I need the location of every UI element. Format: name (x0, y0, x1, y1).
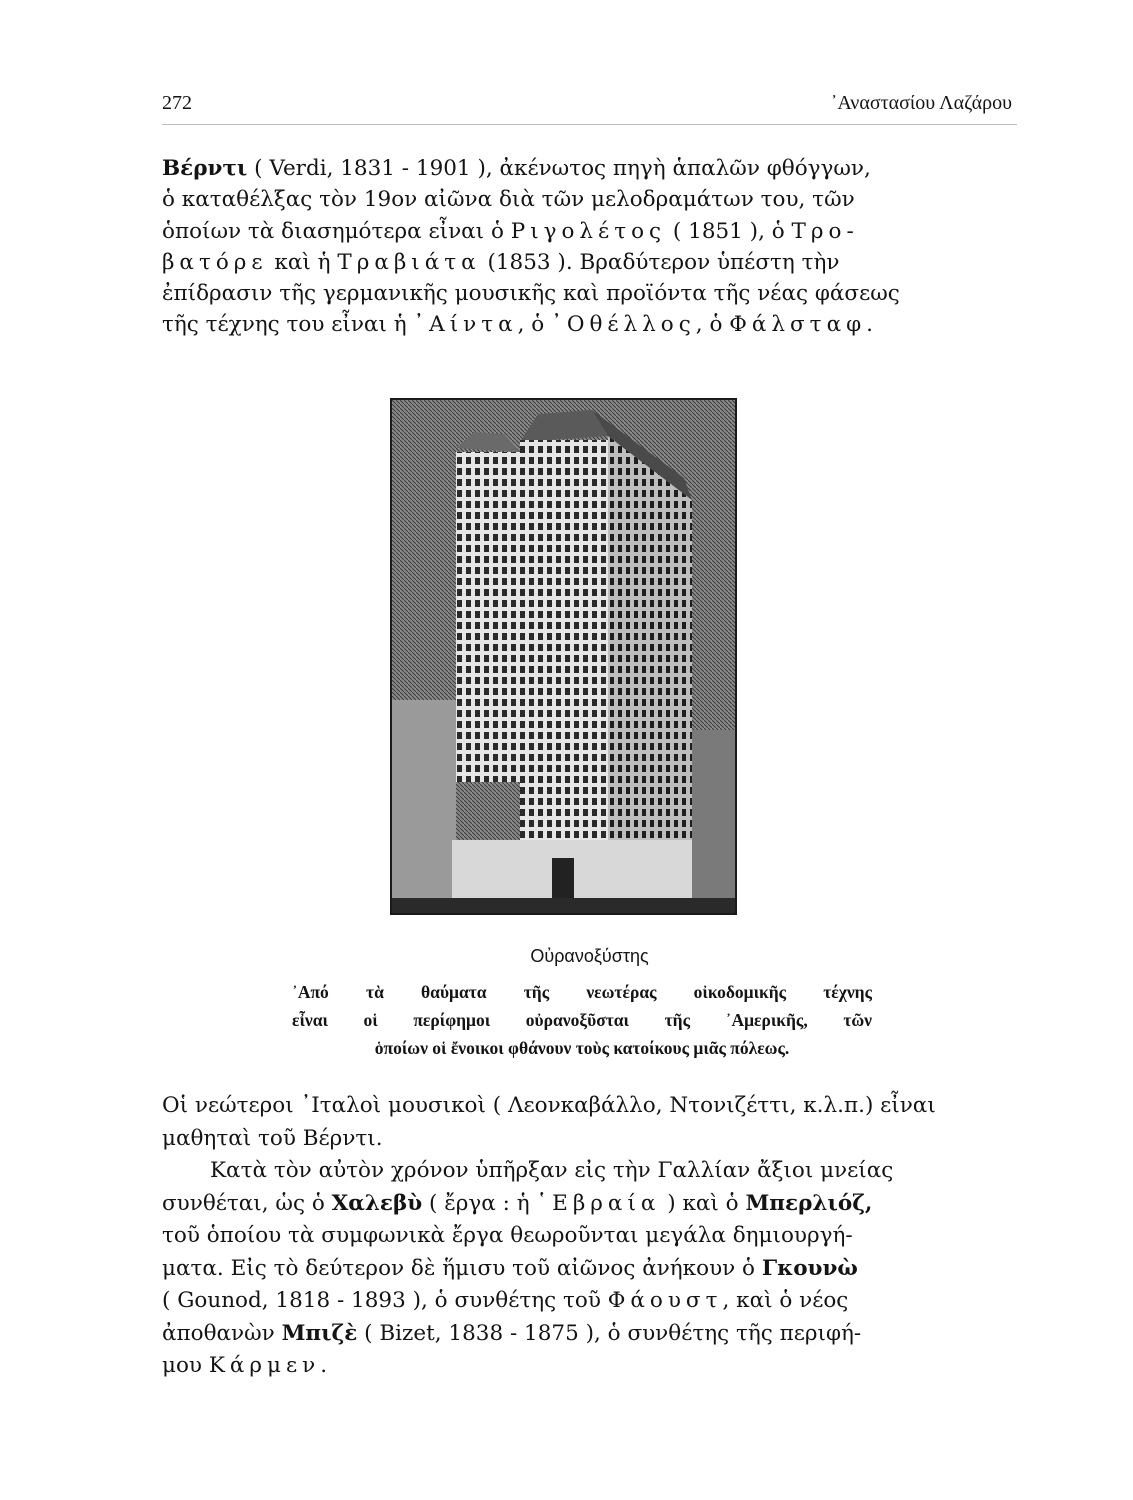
page-header (162, 92, 1012, 120)
text-line: βατόρε καὶ ἡ Τραβιάτα (1853 ). Βραδύτερον ὑπέστη τὴν (162, 249, 840, 275)
header-rule (162, 124, 1017, 125)
street (392, 898, 735, 913)
opera-title: Ριγολέτος (510, 218, 667, 244)
opera-title: Φάουστ (607, 1288, 723, 1313)
left-tower (456, 452, 520, 782)
skyscraper-illustration (392, 400, 735, 913)
text-line: ὁ καταθέλξας τὸν 19ον αἰῶνα διὰ τῶν μελοδραμάτων του, τῶν (162, 187, 855, 213)
paragraph-verdi (162, 153, 1020, 341)
entrance (552, 858, 574, 898)
text-line: ματα. Εἰς τὸ δεύτερον δὲ ἥμισυ τοῦ αἰῶνος ἀνήκουν ὁ Γκουνὼ (162, 1255, 858, 1281)
caption-line: ᾿Από τὰ θαύματα τῆς νεωτέρας οἰκοδομικῆς τέχνης (292, 982, 872, 1002)
term-berlioz: Μπερλιόζ, (745, 1190, 873, 1216)
text-line: τῆς τέχνης του εἶναι ἡ ᾿Αίντα, ὁ ᾿Οθέλλος, ὁ Φάλσταφ. (162, 312, 878, 338)
opera-title: ᾿Οθέλλος (551, 312, 696, 338)
opera-title: Τραβιάτα (337, 249, 481, 275)
text-line: Οἱ νεώτεροι ᾿Ιταλοὶ μουσικοὶ ( Λεονκαβάλλο, Ντονιζέττι, κ.λ.π.) εἶναι (162, 1093, 936, 1118)
opera-title: Κάρμεν. (208, 1353, 333, 1378)
text-line: ( Gounod, 1818 - 1893 ), ὁ συνθέτης τοῦ Φάουστ, καὶ ὁ νέος (162, 1288, 849, 1313)
left-building (392, 700, 456, 913)
text-line: μου Κάρμεν. (162, 1353, 333, 1378)
text-line: ἐπίδρασιν τῆς γερμανικῆς μουσικῆς καὶ προϊόντα τῆς νέας φάσεως (162, 281, 900, 307)
running-title: ᾿Αναστασίου Λαζάρου (830, 92, 1012, 114)
term-halevy: Χαλεβὺ (331, 1190, 423, 1216)
term-verdi: Βέρντι (162, 156, 248, 181)
opera-title: Φάλσταφ. (729, 312, 878, 338)
text-line: συνθέται, ὡς ὁ Χαλεβὺ ( ἔργα : ἡ ῾Εβραία ) καὶ ὁ Μπερλιόζ, (162, 1190, 873, 1216)
figure-caption (292, 978, 872, 1062)
paragraph-composers (162, 1090, 1020, 1383)
opera-title: βατόρε (162, 249, 268, 275)
page-number: 272 (162, 92, 192, 114)
caption-line: εἶναι οἱ περίφημοι οὐρανοξῦσται τῆς ᾿Αμερικῆς, τῶν (292, 1010, 872, 1030)
text-line: τοῦ ὁποίου τὰ συμφωνικὰ ἔργα θεωροῦνται μεγάλα δημιουργή- (162, 1223, 853, 1248)
main-tower-side (608, 436, 692, 880)
term-gounod: Γκουνὼ (761, 1255, 858, 1281)
opera-title: Τρο- (791, 218, 859, 244)
skyscraper-image (390, 398, 737, 915)
text-line: μαθηταὶ τοῦ Βέρντι. (162, 1125, 383, 1151)
text-line: ἀποθανὼν Μπιζὲ ( Bizet, 1838 - 1875 ), ὁ συνθέτης τῆς περιφή- (162, 1320, 862, 1346)
main-tower-front (520, 440, 608, 880)
text-line: Βέρντι ( Verdi, 1831 - 1901 ), ἀκένωτος πηγὴ ἁπαλῶν φθόγγων, (162, 156, 871, 181)
text-line: Κατὰ τὸν αὐτὸν χρόνον ὑπῆρξαν εἰς τὴν Γαλλίαν ἄξιοι μνείας (210, 1158, 894, 1183)
opera-title: ῾Εβραία (536, 1190, 661, 1216)
term-bizet: Μπιζὲ (281, 1320, 358, 1346)
caption-line: ὁποίων οἱ ἔνοικοι φθάνουν τοὺς κατοίκους μιᾶς πόλεως. (374, 1038, 790, 1058)
right-building (692, 730, 735, 913)
text-line: ὁποίων τὰ διασημότερα εἶναι ὁ Ριγολέτος ( 1851 ), ὁ Τρο- (162, 218, 859, 244)
figure-caption-title: Οὐρανοξύστης (530, 946, 649, 966)
opera-title: ᾿Αίντα (413, 312, 518, 338)
